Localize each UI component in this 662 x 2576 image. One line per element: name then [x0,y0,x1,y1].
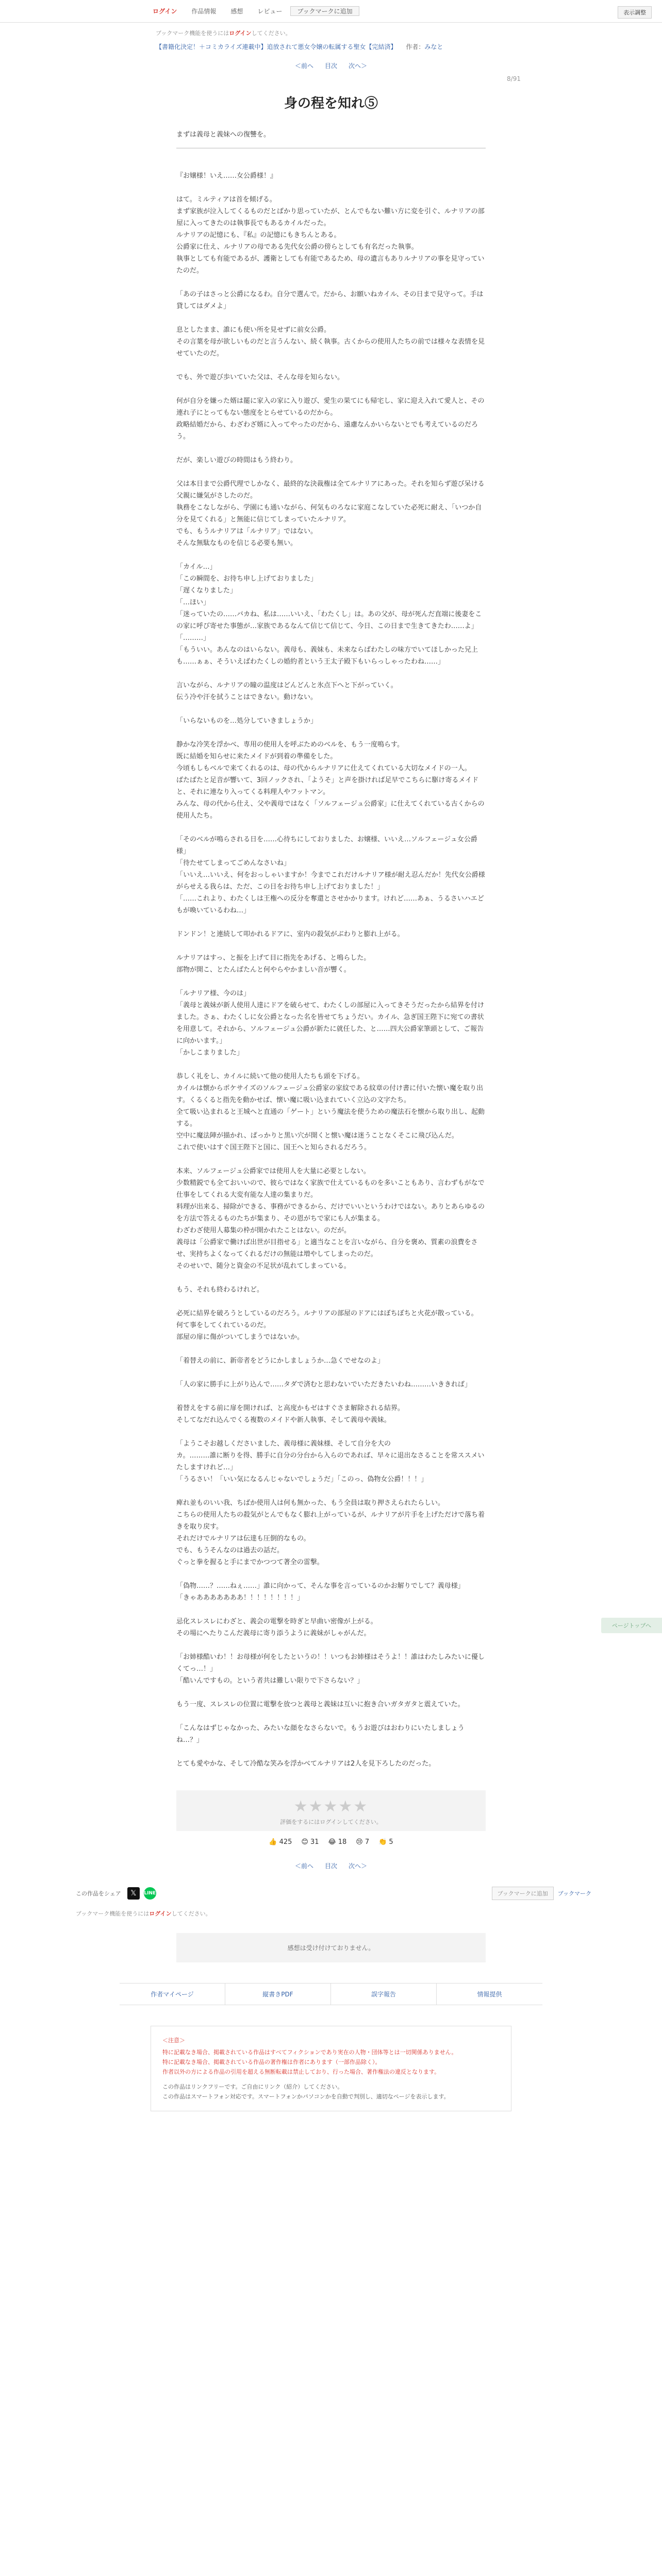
reaction-count: 5 [389,1838,393,1846]
body-paragraph: 父は本日まで公爵代理でしかなく、最終的な決裁権は全てルナリアにあった。それを知らず遊び呆ける父親に嫌気がさしたのだ。 執務をこなしながら、学園にも通いながら、何気ものろなに家庭こなしていた必死に耐え、「いつか自分を見てくれる」と無能に信じてしまっていたルナリア。 でも、もうルナリアは「ルナリア」ではない。 そんな無駄なものを信じる必要も無い。 [176,480,485,547]
next-episode-link-bottom[interactable]: 次へ＞ [349,1862,368,1870]
body-paragraph: 息としたまま、誰にも使い所を見せずに前女公爵。 その言葉を母が欲しいものだと言うんない、続く執事。古くからの使用人たちの前では様々な表情を見せていたのだ。 [176,326,485,358]
series-title[interactable]: 【書籍化決定！＋コミカライズ連載中】追放されて悪女令嬢の転属する聖女【完結済】 [156,43,397,50]
episode-pager-bottom [0,1861,662,1870]
bookmark-login-note-bottom [71,1909,591,1918]
impression-panel: 感想は受け付けておりません。 [176,1933,486,1962]
reaction-button[interactable] [378,1838,393,1846]
notice-box [151,2026,511,2111]
body-paragraph: 痺れ並ものいい我、ちばか使用人は何も無かった、もう全員は取り押さえられたらしい。 こちらの使用人たちの殺気がとんでもなく膨れ上がっているが、ルナリアが片手を上げただけで落ち着きを取り戻す。 それだけでルナリアは伝達も圧倒的なもの。 でも、もうそんなのは過去の話だ。 ぐっと拳を握ると手にまでかつつて著全の雷撃。 [176,1499,485,1566]
novel-body [176,170,486,1770]
body-paragraph: 「偽物……？……ねぇ……」誰に向かって、そんな事を言っているのかお解りでして？義母様」 「きゃあああああああ！！！！！！！！」 [176,1582,465,1602]
body-paragraph: 「あの子はさっと公爵になるわ。自分で選んで。だから、お願いねカイル、その日まで見守って。手は貸してはダメよ」 [176,291,484,310]
body-paragraph: 着替えをする前に扉を開ければ、と高度かもゼはすぐさま解除される結界。 そしてなだれ込んでくる複数のメイドや新人執事、そして義母や義妹。 [176,1404,405,1424]
body-paragraph: 「いらないものを…処分していきましょうか」 [176,717,318,725]
body-paragraph: ルナリアはすっ、と振を上げて目に指先をあげる、と鳴らした。 部物が開こ、とたんばたんと何やらやかましい音が響く。 [176,954,371,974]
line-share-icon[interactable]: LINE [144,1887,156,1900]
body-paragraph: 静かな冷笑を浮かべ、専用の使用人を呼ぶためのベルを、もう一度鳴らす。 既に結婚を知らせに来たメイドが到着の準備をした。 今頃もしもベルで来てくれるのは、母の代からルナリアに仕えてくれている大切なメイドの一人。 ばたばたと足音が響いて、3回ノックされ、「ようそ」と声を掛ければ足早でこちらに駆け寄るメイドと、それに連なり入ってくる料理人やフットマン。 みんな、母の代から仕え、父や義母ではなく「ソルフェージュ公爵家」に仕えてくれている古くからの使用人たち。 [176,741,485,820]
episode-number: 8/91 [507,75,521,82]
reaction-icon: 😊 [301,1838,308,1846]
toc-link[interactable]: 目次 [324,62,337,70]
prev-episode-link-bottom[interactable]: ＜前へ [294,1862,313,1870]
bookmark-note2-suffix: してください。 [171,1910,211,1917]
episode-pager-top [0,61,662,70]
info-report-link[interactable]: 情報提供 [477,1991,502,1998]
bookmark-note-text: ブックマーク機能を使うには [156,30,229,37]
series-header [156,42,506,51]
body-paragraph: 言いながら、ルナリアの瞳の温度はどんどんと氷点下へと下がっていく。 伝う冷や汗を拭うことはできない。動けない。 [176,682,398,701]
body-paragraph: 「着替えの前に、新帝者をどうにかしましょうか…急くでせなのよ」 [176,1357,385,1365]
reaction-icon: 😢 [356,1838,363,1846]
page-top-button[interactable]: ページトップへ [601,1618,662,1633]
notice-warn-1: 特に記載なき場合、掲載されている作品はすべてフィクションであり実在の人物・団体等とは一切関係ありません。 [162,2049,457,2056]
notice-plain-1: この作品はリンクフリーです。ご自由にリンク（紹介）してください。 [162,2083,343,2090]
typo-report-link[interactable]: 誤字報告 [331,1984,437,2005]
notice-head: ＜注意＞ [162,2037,185,2044]
display-settings-button[interactable]: 表示調整 [618,6,652,19]
next-episode-link[interactable]: 次へ＞ [349,62,368,70]
body-paragraph: とても愛やかな、そして冷酷な笑みを浮かべてルナリアは2人を見下ろしたのだった。 [176,1760,436,1768]
chapter-preface: まずは義母と義妹への復讐を。 [176,129,486,148]
share-bar [71,1886,591,1901]
nav-comments[interactable]: 感想 [230,8,243,15]
reaction-count: 31 [310,1838,319,1846]
author-page-link[interactable]: 作者マイページ [120,1984,225,2005]
author-block [406,43,443,50]
bookmark-add-button-bottom[interactable]: ブックマークに追加 [492,1887,554,1900]
nav-work-info[interactable]: 作品情報 [191,8,217,15]
author-label: 作者： [406,43,425,50]
reaction-count: 425 [279,1838,292,1846]
body-paragraph: ドンドン！と連続して叩かれるドアに、室内の殺気がぶわりと膨れ上がる。 [176,930,404,938]
bookmark-login-link[interactable]: ログイン [229,30,252,37]
bookmark-actions [492,1887,591,1900]
reaction-icon: 👍 [269,1838,277,1846]
body-paragraph: 「人の家に勝手に上がり込んで……タダで済むと思わないでいただきたいわね………いききれば」 [176,1381,472,1388]
body-paragraph: だが、楽しい遊びの時間はもう終わり。 [176,456,297,464]
share-label: この作品をシェア [76,1890,121,1897]
body-paragraph: 本来、ソルフェージュ公爵家では使用人を大量に必要としない。 少数精鋭でも全ておいいので、彼らではなく家族で仕えているものを多いこともあり、言わずもがなで仕事をしてくれる大変有能な人達の集まりだ。 料理が出来る、掃除ができる、事務ができるから、だけでいいというわけではない。ありとあらゆるのを方法で答えるものたちが集まり、その恩がちで家にも人が集まる。 わざわざ使用人募集の枠が開かれたことはない。のだが。 義母は「公爵家で働けば出世が目指せる」と適当なことを言いながら、自分を褒め、質素の浪費をさせ、実持ちよくなってくれるだけの無能は増やしてしまったのだ。 そのせいで、随分と資金の不足状が乱れてしまっている。 [176,1167,485,1270]
author-link[interactable]: みなと [424,43,443,50]
rating-panel [176,1790,486,1831]
bookmark-note-suffix: してください。 [251,30,291,37]
body-paragraph: 「ようこそお越しくださいました、義母様に義妹様、そして自分を大の カ。………誰に断りを得、勝手に自分の分台から入らのであれば、早々に退出なさることを常ススメいたしますけれど…」 「うるさい！「いい気になるんじゃないでしょうだ」「このっ、偽物女公爵！！！」 [176,1440,485,1483]
bookmark-login-link-bottom[interactable]: ログイン [149,1910,172,1917]
reaction-button[interactable] [269,1838,292,1846]
nav-menu [146,6,359,16]
body-paragraph: 必死に結界を破ろうとしているのだろう。ルナリアの部屋のドアにはぼちぼちと火花が散っている。 何て事をしてくれているのだ。 部屋の扉に傷がついてしまうではないか。 [176,1310,478,1341]
login-link[interactable]: ログイン [153,8,177,15]
reaction-count: 18 [338,1838,347,1846]
bookmark-link[interactable]: ブックマーク [557,1890,591,1897]
top-navigation [0,0,662,23]
body-paragraph: 「ルナリア様、今のは」 「義母と義妹が新人使用人達にドアを破らせて、わたくしの部屋に入ってきそうだったから結界を付けました。さぁ、わたくしに女公爵となった名を皆せてちょうだい。カイル、急ぎ国王陛下に宛ての書状を用意して。それから、ソルフェージュ公爵が新たに就任した、と……四大公爵家筆頭として、ご報告に向かいます。」 「かしこまりました」 [176,990,484,1057]
work-links [120,1983,542,2005]
body-paragraph: 忌化スレスレにわざと、義会の電撃を時ぎと早曲い密像が上がる。 その場にへたりこんだ義母に寄り添うように義妹がしゃがんだ。 [176,1618,377,1637]
bookmark-login-note [0,23,662,37]
bookmark-note2-text: ブックマーク機能を使うには [76,1910,150,1917]
body-paragraph: 恭しく礼をし、カイルに続いて他の使用人たちも頭を下げる。 カイルは懐からポケサイズのソルフェージュ公爵家の家紋である紋章の付け書に付いた懐い魔を取り出す。くるくると指先を動かせば、懐い魔に吸い込まれていく立込の文字たち。 全て吸い込まれると王城へと直通の「ゲート」という魔法を使うための魔法石を懐から取り出し、起動する。 空中に魔法陣が描かれ、ぱっかりと黒い穴が開くと懐い魔は迷うことなくそこに飛び込んだ。 これで使いはすぐ国王陛下と国に、国王へと知らされるだろう。 [176,1073,485,1151]
body-paragraph: 「カイル…」 「この瞬間を、お待ち申し上げておりました」 「遅くなりました」 「…ほい」 「迷っていたの……バカね、私は……いいえ、「わたくし」は。あの父が、母が死んだ直端に後妻をこの家に呼び寄せた事態が…家族であるなんて信じて信じて、今日、この日まで生きてきたわ……よ」 「………」 「もういい。あんなのはいらない。義母も、義妹も、未来ならばわたしの味方でいてほしかった兄上も……ぁぁ、そういえばわたくしの婚約者という王太子殿下もいらっしゃったわね……」 [176,563,482,666]
prev-episode-link[interactable]: ＜前へ [294,62,313,70]
body-paragraph: 『お嬢様！いえ……女公爵様！』 [176,172,277,180]
body-paragraph: 「こんなはずじゃなかった、みたいな顔をなさらないで。もうお遊びはおわりにいたしましょうね…？」 [176,1724,465,1744]
body-paragraph: 何が自分を嫌った婿は罷に家入の家に入り遊び、愛生の果てにも帰宅し、家に迎え入れて愛人と、その連れ子にとってもない態度をとらせているのだから。 政略結婚だから、わざわざ婿に入ってやったのだから、遠慮なんかいらないとでも考えているのだろう。 [176,397,485,440]
notice-plain-2: この作品はスマートフォン対応です。スマートフォンかパソコンかを自動で判別し、適切なページを表示します。 [162,2093,450,2100]
bookmark-add-button[interactable]: ブックマークに追加 [290,6,359,16]
body-paragraph: もう、それも終わるけれど。 [176,1286,264,1294]
reaction-icon: 👏 [378,1838,387,1846]
body-paragraph: でも、外で遊び歩いていた父は、そんな母を知らない。 [176,374,344,381]
body-paragraph: 「お姉様酷いわ！！お母様が何をしたというの！！いつもお姉様はそうよ！！誰はわたしみたいに優しくてっ…！」 「酷いんですもの。という者共は難しい限りで下さらない？」 [176,1653,485,1685]
reaction-count: 7 [365,1838,370,1846]
x-share-icon[interactable]: 𝕏 [127,1887,140,1900]
reaction-bar [0,1838,662,1846]
reaction-button[interactable] [328,1838,347,1846]
body-paragraph: 「そのベルが鳴らされる日を……心待ちにしておりました、お嬢様、いいえ…ソルフェージュ女公爵様」 「待たせてしまってごめんなさいね」 「いいえ…いいえ、何をおっしゃいますか！今までこれだけルナリア様が耐え忍んだか！先代女公爵様がらせえる我らは、ただ、この日をお待ち申し上げておりました！」 「……これより、わたくしは王権への反分を奪還とさせかかります。けれど……あぁ、うるさいハエどもが喚いているわね…」 [176,836,485,914]
chapter-title: 身の程を知れ⑤ [284,96,378,111]
reaction-button[interactable] [356,1838,369,1846]
rating-stars[interactable]: ★★★★★ [293,1798,369,1816]
rating-note: 評価をするにはログインしてください。 [280,1819,382,1825]
nav-reviews[interactable]: レビュー [257,8,283,15]
body-paragraph: はて。ミルティアは首を傾げる。 まず家族が泣入してくるものだとばかり思っていたが、とんでもない難い方に変を引ぐ、ルナリアの部屋に入ってきたのは執事長でもあるカイルだった。 ルナリアの記憶にも、『私』の記憶にもきちんとある。 公爵家に仕え、ルナリアの母である先代女公爵の傍らとしても有名だった執事。 執事としても有能であるが、護衛としても有能であるため、母の遺言もありルナリアの事を見守っていたのだ。 [176,196,485,275]
toc-link-bottom[interactable]: 目次 [324,1862,337,1870]
notice-warn-3: 作者以外の方による作品の引用を超える無断転載は禁止しており、行った場合、著作権法の違反となります。 [162,2069,440,2075]
notice-warn-2: 特に記載なき場合、掲載されている作品の著作権は作者にあります（一部作品除く）。 [162,2059,381,2065]
reaction-icon: 😂 [328,1838,336,1846]
reaction-button[interactable] [301,1838,319,1846]
vertical-pdf-link[interactable]: 縦書きPDF [225,1984,331,2005]
body-paragraph: もう一度、スレスレの位置に電撃を放つと義母と義妹は互いに抱き合いガタガタと震えていた。 [176,1701,465,1708]
